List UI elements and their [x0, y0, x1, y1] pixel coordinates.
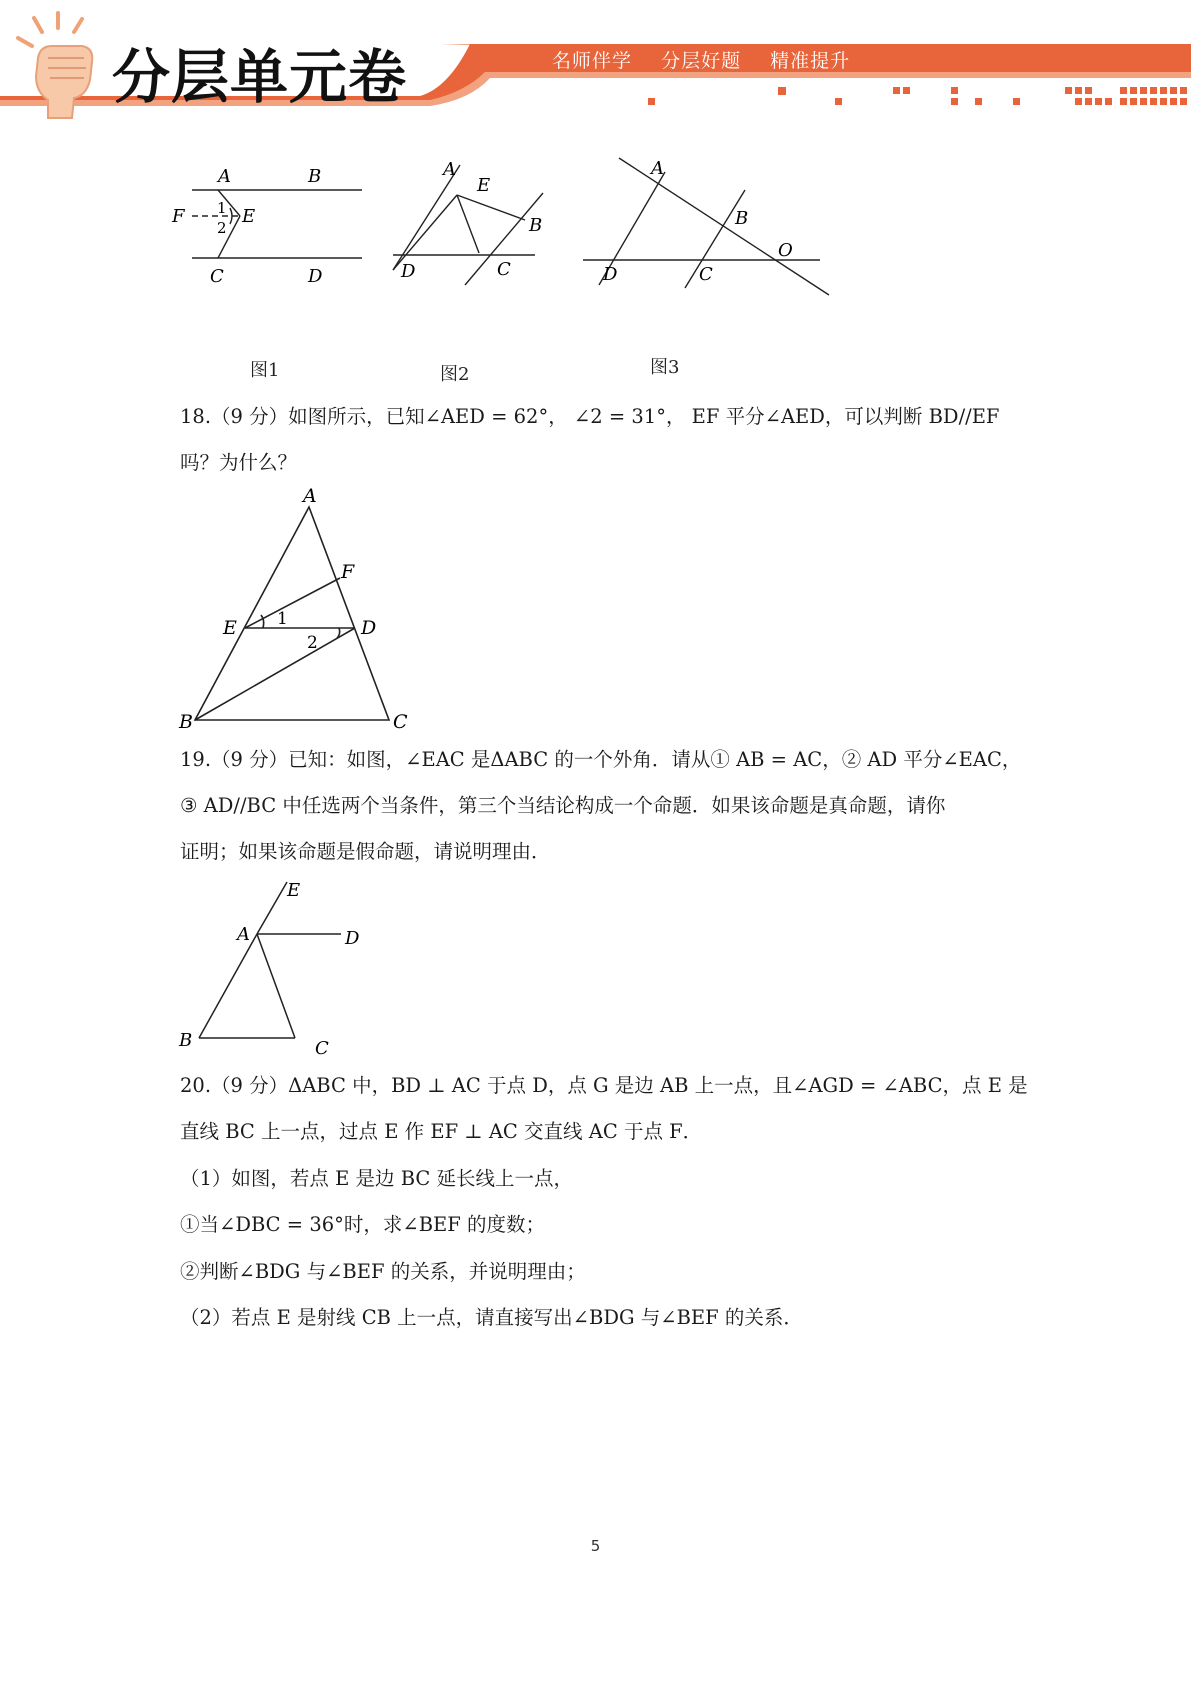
- page-header: [0, 0, 1191, 125]
- fig1-label-d: D: [308, 266, 323, 287]
- q19-line-3: 证明；如果该命题是假命题，请说明理由．: [180, 840, 551, 863]
- fig2-label-c: C: [497, 259, 511, 280]
- fig2-label-d: D: [401, 261, 416, 282]
- q20-part-1: （1）如图，若点 E 是边 BC 延长线上一点，: [180, 1167, 574, 1190]
- figure-1: [170, 160, 370, 290]
- fig2-label-e: E: [477, 175, 491, 196]
- fig2-caption: 图2: [440, 364, 470, 385]
- fig18-label-b: B: [179, 711, 193, 732]
- q18-line-1: 18.（9 分）如图所示，已知∠AED = 62°， ∠2 = 31°， EF 平分∠AED，可以判断 BD//EF: [180, 405, 1000, 428]
- fig1-label-a: A: [218, 166, 231, 187]
- fig19-label-c: C: [315, 1038, 329, 1058]
- figure-q18: [175, 482, 415, 732]
- fig1-angle-2: 2: [217, 219, 227, 237]
- fig1-angle-1: 1: [217, 199, 227, 217]
- fig19-label-d: D: [345, 928, 360, 949]
- fig18-label-f: F: [341, 561, 355, 583]
- fig1-label-b: B: [308, 166, 322, 187]
- fig19-label-b: B: [179, 1030, 193, 1051]
- figure-2: [385, 155, 550, 295]
- page-number: 5: [590, 1537, 601, 1555]
- slogan-item: 名师伴学: [552, 50, 633, 72]
- q20-part-2: （2）若点 E 是射线 CB 上一点，请直接写出∠BDG 与∠BEF 的关系．: [180, 1306, 803, 1329]
- fig3-label-b: B: [735, 208, 749, 229]
- fig18-label-e: E: [223, 617, 237, 639]
- brand-title: 分层单元卷: [112, 43, 408, 111]
- fig18-label-a: A: [303, 485, 317, 507]
- fig3-label-a: A: [651, 158, 664, 179]
- q19-line-2: ③ AD//BC 中任选两个当条件，第三个当结论构成一个命题．如果该命题是真命题，请你: [180, 794, 946, 817]
- q20-part-1b: ②判断∠BDG 与∠BEF 的关系，并说明理由；: [180, 1260, 586, 1283]
- fig1-caption: 图1: [250, 360, 280, 381]
- fig1-label-e: E: [242, 206, 256, 227]
- fig18-label-c: C: [393, 711, 408, 732]
- fig3-label-c: C: [699, 264, 713, 285]
- q18-line-2: 吗？为什么？: [180, 451, 298, 474]
- fig19-label-e: E: [287, 880, 301, 901]
- fig3-label-o: O: [778, 240, 793, 261]
- q19-line-1: 19.（9 分）已知：如图，∠EAC 是ΔABC 的一个外角．请从① AB = AC，② AD 平分∠EAC，: [180, 748, 1022, 771]
- slogan-item: 分层好题: [661, 50, 742, 72]
- fist-icon: [12, 10, 107, 120]
- header-slogans: [552, 46, 872, 73]
- figure-q19: [175, 878, 375, 1058]
- fig19-label-a: A: [237, 924, 250, 945]
- fig2-label-a: A: [443, 159, 456, 180]
- q20-line-2: 直线 BC 上一点，过点 E 作 EF ⊥ AC 交直线 AC 于点 F．: [180, 1120, 703, 1143]
- q20-line-1: 20.（9 分）ΔABC 中，BD ⊥ AC 于点 D，点 G 是边 AB 上一点，且∠AGD = ∠ABC，点 E 是: [180, 1074, 1028, 1097]
- fig18-angle-2: 2: [307, 633, 318, 653]
- fig18-angle-1: 1: [277, 609, 288, 629]
- fig18-label-d: D: [361, 617, 377, 639]
- fig1-label-f: F: [172, 206, 185, 227]
- figure-3: [575, 150, 840, 300]
- fig3-label-d: D: [603, 264, 618, 285]
- fig3-caption: 图3: [650, 357, 680, 378]
- slogan-item: 精准提升: [770, 50, 851, 72]
- fig1-label-c: C: [210, 266, 224, 287]
- q20-part-1a: ①当∠DBC = 36°时，求∠BEF 的度数；: [180, 1213, 546, 1236]
- fig2-label-b: B: [529, 215, 543, 236]
